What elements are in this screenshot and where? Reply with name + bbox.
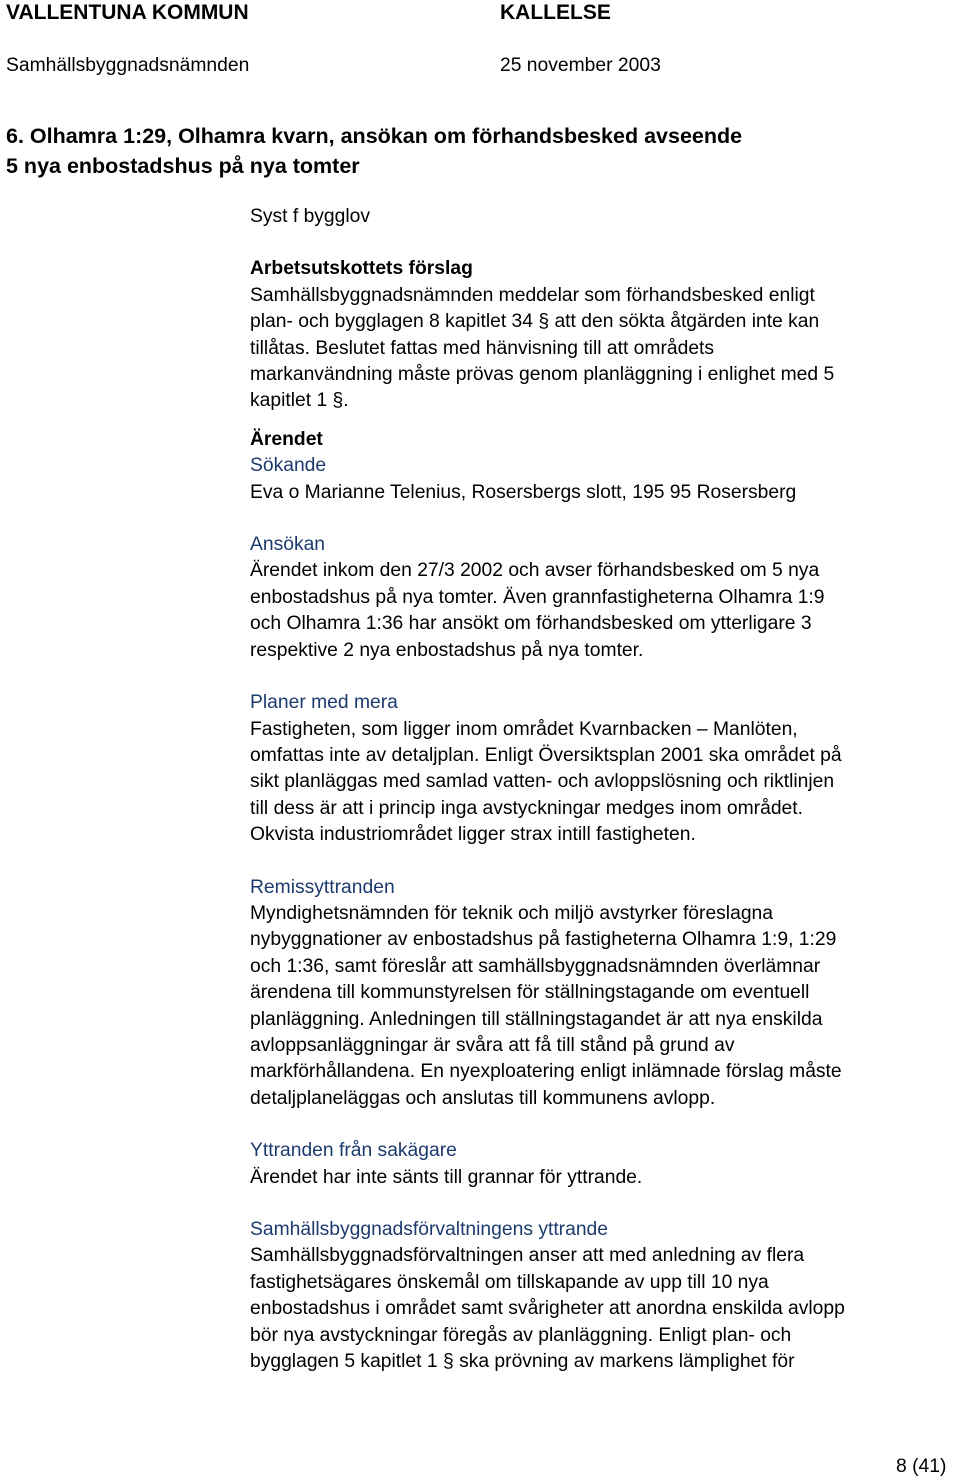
admin-label: Samhällsbyggnadsförvaltningens yttrande xyxy=(250,1219,608,1240)
remiss-line: avloppsanläggningar är svåra att få till stånd på grund av xyxy=(250,1034,735,1056)
plans-line: omfattas inte av detaljplan. Enligt Översiktsplan 2001 ska området på xyxy=(250,744,842,766)
admin-line: fastighetsägares önskemål om tillskapande av upp till 10 nya xyxy=(250,1271,769,1293)
title-line-1: 6. Olhamra 1:29, Olhamra kvarn, ansökan om förhandsbesked avseende xyxy=(6,124,743,148)
page-title xyxy=(6,121,742,181)
admin-line: enbostadshus i området samt svårigheter att anordna enskilda avlopp xyxy=(250,1298,845,1320)
handler: Syst f bygglov xyxy=(250,206,371,227)
remiss-line: planläggning. Anledningen till ställningstagandet är att nya enskilda xyxy=(250,1008,823,1030)
proposal-text: . xyxy=(343,390,349,412)
proposal-section xyxy=(250,256,958,414)
neighbours-text: Ärendet har inte sänts till grannar för yttrande. xyxy=(250,1166,643,1188)
proposal-line: markanvändning måste prövas genom planläggning i enlighet med 5 xyxy=(250,364,835,386)
plans-line: Okvista industriområdet ligger strax intill fastigheten. xyxy=(250,824,696,846)
section-sign-icon: § xyxy=(442,1351,454,1373)
section-sign-icon: § xyxy=(538,311,550,333)
proposal-line: Samhällsbyggnadsnämnden meddelar som förhandsbesked enligt xyxy=(250,284,815,306)
plans-label: Planer med mera xyxy=(250,692,398,714)
admin-text: bygglagen 5 kapitlet 1 xyxy=(250,1351,438,1373)
plans-line: till dess är att i princip inga avstyckningar medges inom området. xyxy=(250,797,803,819)
meeting-date: 25 november 2003 xyxy=(500,55,661,76)
plans-line: sikt planläggas med samlad vatten- och avloppslösning och riktlinjen xyxy=(250,771,835,793)
proposal-line xyxy=(250,388,958,414)
proposal-heading: Arbetsutskottets förslag xyxy=(250,258,473,280)
proposal-line: tillåtas. Beslutet fattas med hänvisning till att områdets xyxy=(250,337,715,359)
application-line: enbostadshus på nya tomter. Även grannfastigheterna Olhamra 1:9 xyxy=(250,586,825,608)
remiss-line: nybyggnationer av enbostadshus på fastigheterna Olhamra 1:9, 1:29 xyxy=(250,929,837,951)
document-body xyxy=(250,204,958,1375)
applicant-label: Sökande xyxy=(250,455,327,477)
remiss-line: och 1:36, samt föreslår att samhällsbyggnadsnämnden överlämnar xyxy=(250,955,821,977)
remiss-line: detaljplaneläggas och anslutas till kommunens avlopp. xyxy=(250,1087,716,1109)
remiss-label: Remissyttranden xyxy=(250,876,395,898)
board-name: Samhällsbyggnadsnämnden xyxy=(6,55,250,76)
application-label: Ansökan xyxy=(250,534,326,556)
admin-line: bör nya avstyckningar föregås av planläggning. Enligt plan- och xyxy=(250,1324,792,1346)
admin-line xyxy=(250,1349,958,1375)
application-line: Ärendet inkom den 27/3 2002 och avser förhandsbesked om 5 nya xyxy=(250,560,820,582)
proposal-text: kapitlet 1 xyxy=(250,390,328,412)
application-line: och Olhamra 1:36 har ansökt om förhandsbesked om ytterligare 3 xyxy=(250,613,812,635)
document-type: KALLELSE xyxy=(500,1,611,24)
matter-heading: Ärendet xyxy=(250,428,323,450)
page-number: 8 (41) xyxy=(896,1456,947,1477)
section-sign-icon: § xyxy=(332,390,344,412)
application-line: respektive 2 nya enbostadshus på nya tomter. xyxy=(250,639,644,661)
proposal-line xyxy=(250,309,958,335)
admin-line: Samhällsbyggnadsförvaltningen anser att med anledning av flera xyxy=(250,1245,805,1267)
remiss-line: Myndighetsnämnden för teknik och miljö avstyrker föreslagna xyxy=(250,902,773,924)
plans-line: Fastigheten, som ligger inom området Kvarnbacken – Manlöten, xyxy=(250,718,798,740)
admin-text: ska prövning av markens lämplighet för xyxy=(459,1351,795,1373)
org-name: VALLENTUNA KOMMUN xyxy=(6,1,249,24)
neighbours-label: Yttranden från sakägare xyxy=(250,1140,457,1162)
title-line-2: 5 nya enbostadshus på nya tomter xyxy=(6,154,360,178)
remiss-line: markförhållandena. En nyexploatering enligt inlämnade förslag måste xyxy=(250,1061,842,1083)
remiss-line: ärendena till kommunstyrelsen för ställningstagande om eventuell xyxy=(250,982,810,1004)
proposal-text: att den sökta åtgärden inte kan xyxy=(554,311,820,333)
applicant: Eva o Marianne Telenius, Rosersbergs slott, 195 95 Rosersberg xyxy=(250,481,797,503)
matter-section xyxy=(250,427,958,1376)
proposal-text: plan- och bygglagen 8 kapitlet 34 xyxy=(250,311,533,333)
